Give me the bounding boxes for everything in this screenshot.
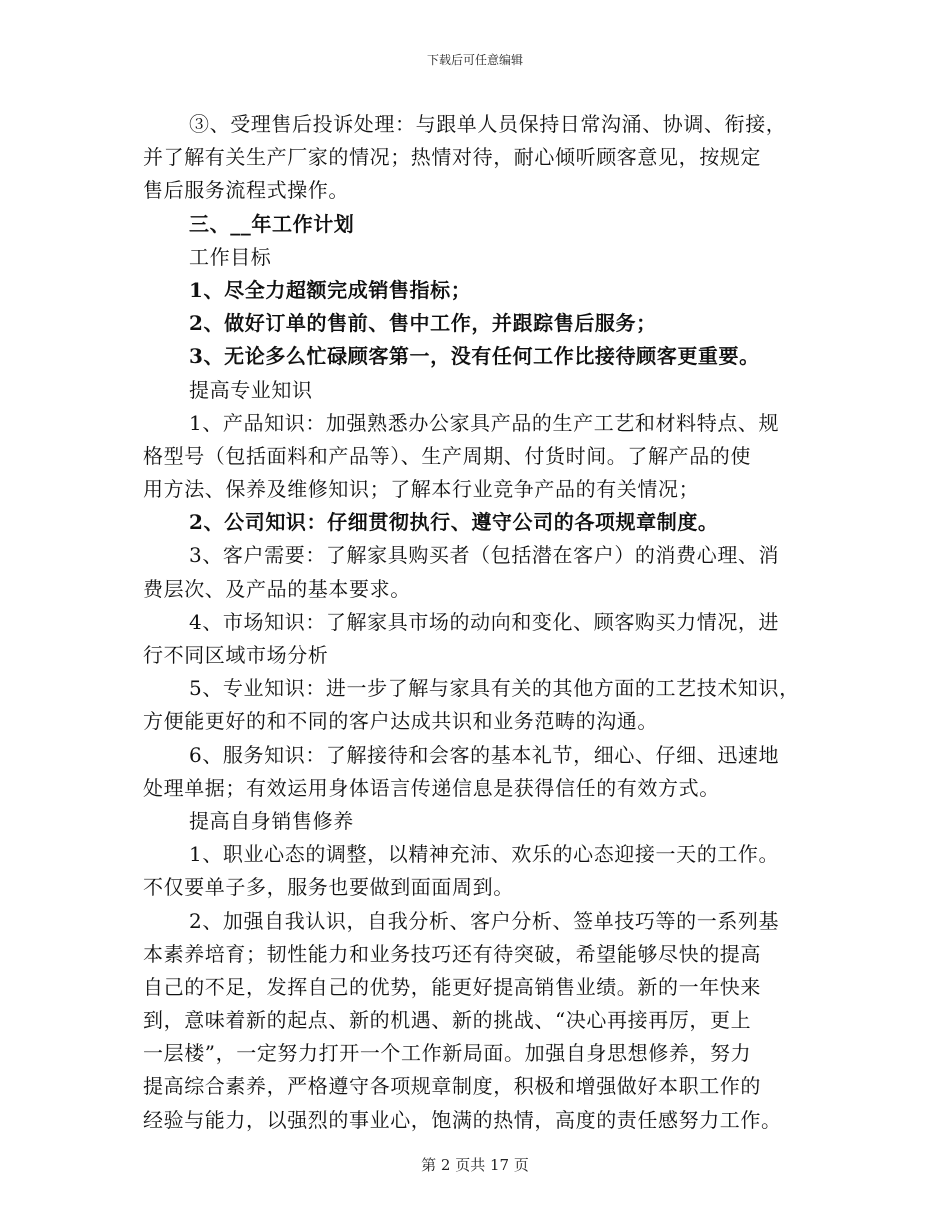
text-line: 用方法、保养及维修知识；了解本行业竞争产品的有关情况；: [143, 477, 700, 502]
text-line: 2、做好订单的售前、售中工作，并跟踪售后服务；: [189, 311, 657, 336]
text-line: 1、尽全力超额完成销售指标；: [189, 277, 472, 302]
text-line: 2、加强自我认识，自我分析、客户分析、签单技巧等的一系列基: [189, 908, 780, 933]
text-line: 经验与能力，以强烈的事业心，饱满的热情，高度的责任感努力工作。: [143, 1107, 782, 1132]
text-line: 售后服务流程式操作。: [143, 178, 349, 203]
text-line: 三、__年工作计划: [189, 211, 355, 236]
text-line: 提高综合素养，严格遵守各项规章制度，积极和增强做好本职工作的: [143, 1074, 761, 1099]
text-line: 1、职业心态的调整，以精神充沛、欢乐的心态迎接一天的工作。: [189, 842, 780, 867]
text-line: 5、专业知识：进一步了解与家具有关的其他方面的工艺技术知识，: [189, 676, 800, 701]
text-line: 工作目标: [189, 244, 272, 269]
text-line: 行不同区域市场分析: [143, 643, 329, 667]
text-line: 本素养培育；韧性能力和业务技巧还有待突破，希望能够尽快的提高: [143, 941, 761, 966]
page-header: 下载后可任意编辑: [426, 53, 523, 67]
text-line: 6、服务知识：了解接待和会客的基本礼节，细心、仔细、迅速地: [189, 742, 780, 767]
text-line: 2、公司知识：仔细贯彻执行、遵守公司的各项规章制度。: [189, 510, 719, 535]
document-body: [143, 108, 815, 1137]
text-line: 提高专业知识: [189, 377, 313, 402]
text-line: 自己的不足，发挥自己的优势，能更好提高销售业绩。新的一年快来: [143, 974, 761, 999]
text-line: 一层楼”，一定努力打开一个工作新局面。加强自身思想修养，努力: [143, 1041, 752, 1066]
text-line: ③、受理售后投诉处理：与跟单人员保持日常沟涌、协调、衔接，: [189, 112, 787, 136]
text-line: 3、无论多么忙碌顾客第一，没有任何工作比接待顾客更重要。: [189, 344, 760, 369]
text-line: 并了解有关生产厂家的情况；热情对待，耐心倾听顾客意见，按规定: [143, 145, 761, 170]
text-line: 提高自身销售修养: [189, 808, 354, 833]
text-line: 3、客户需要：了解家具购买者（包括潜在客户）的消费心理、消: [189, 543, 780, 568]
text-line: 费层次、及产品的基本要求。: [143, 576, 411, 601]
text-line: 不仅要单子多，服务也要做到面面周到。: [143, 875, 514, 900]
text-line: 4、市场知识：了解家具市场的动向和变化、顾客购买力情况，进: [189, 609, 780, 634]
page-footer: 第 2 页共 17 页: [421, 1156, 529, 1174]
text-line: 1、产品知识：加强熟悉办公家具产品的生产工艺和材料特点、规: [189, 410, 780, 435]
text-line: 到，意味着新的起点、新的机遇、新的挑战、“决心再接再厉，更上: [143, 1008, 752, 1033]
text-line: 处理单据；有效运用身体语言传递信息是获得信任的有效方式。: [143, 775, 720, 800]
text-line: 方便能更好的和不同的客户达成共识和业务范畴的沟通。: [143, 709, 658, 734]
text-line: 格型号（包括面料和产品等）、生产周期、付货时间。了解产品的使: [143, 443, 751, 468]
